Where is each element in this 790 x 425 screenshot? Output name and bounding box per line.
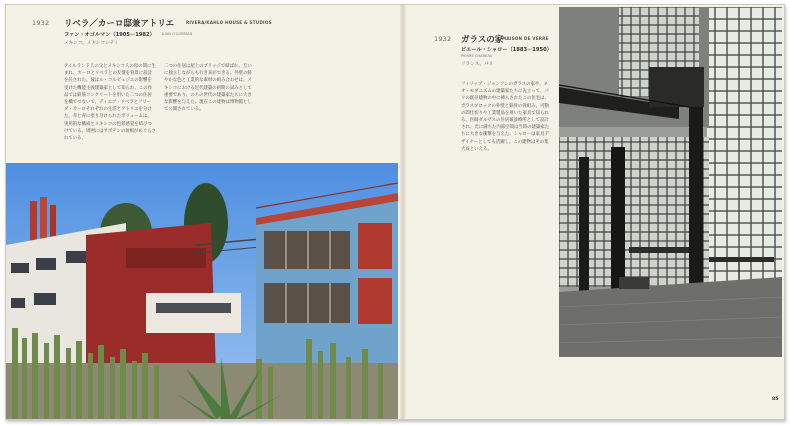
right-body-column: フィリップ・ジョンソンのガラスの家や、ネオ・モダニズムの建築家たちに先立って、パリの既存建物の中に挿入されたこの住宅は、ガラスブロックの外壁と鉄骨の骨組み、可動の間仕切りや工業製品を用いた家具で知られる。医師ダルザスの住居兼診療所として設計され、光に満ちた内部空間は当時の建築家たちに大きな衝撃を与えた。シャローは家具デザイナーとしても活躍し、この建物はその集大成といえる。 — [461, 82, 550, 152]
right-title: ガラスの家 — [461, 35, 504, 45]
left-body-column-2: 二つの住居は屋上のブリッジで結ばれ、互いに独立しながらも行き来ができる。外壁の鮮やかな色と工業的な素材の組み合わせは、メキシコにおける近代建築の初期の試みとして重要であり、のちの世代の建築家たちに大きな影響を与えた。現在この建物は博物館として公開されている。 — [164, 64, 252, 113]
spread-gutter — [400, 5, 406, 419]
book-spread — [5, 4, 785, 420]
left-title-en: RIVERA/KAHLO HOUSE & STUDIOS — [186, 20, 272, 25]
maison-de-verre-photo — [559, 7, 782, 357]
left-year: 1932 — [32, 19, 50, 27]
left-architect-en: JUAN O'GORMAN — [162, 32, 193, 36]
right-title-en: MAISON DE VERRE — [502, 36, 549, 41]
right-year: 1932 — [434, 35, 452, 43]
rivera-kahlo-house-photo — [6, 163, 398, 419]
rivera-kahlo-house-image — [6, 163, 398, 419]
right-architect-en: PIERRE CHAREAU — [461, 54, 493, 58]
page-number: 85 — [772, 397, 779, 402]
left-architect: ファン・オゴルマン（1905－1982） — [64, 32, 155, 38]
right-architect: ピエール・シャロー（1883－1950） — [461, 47, 552, 53]
left-location: メキシコ、メキシコシティ — [64, 41, 119, 46]
maison-de-verre-image — [559, 7, 782, 357]
right-location: フランス、パリ — [461, 62, 494, 67]
left-body-column-1: アイルランド人の父とメキシコ人の母の間に生まれ、カーロとリベラとの友情を背景に設計を任された。彼はル・コルビュジエの影響を受けた機能主義建築家として知られ、この作品では鉄筋コンクリートを用いた二つの住居を橋でつないで、ディエゴ・リベラとフリーダ・カーロそれぞれの生活とアトリエを分けた。赤と青に塗り分けられたボリュームは、実用的な構成とメキシコの色彩感覚を結びつけている。周囲にはサボテンの垣根がめぐらされている。 — [64, 64, 156, 142]
left-title: リベラ／カーロ邸兼アトリエ — [64, 19, 175, 29]
